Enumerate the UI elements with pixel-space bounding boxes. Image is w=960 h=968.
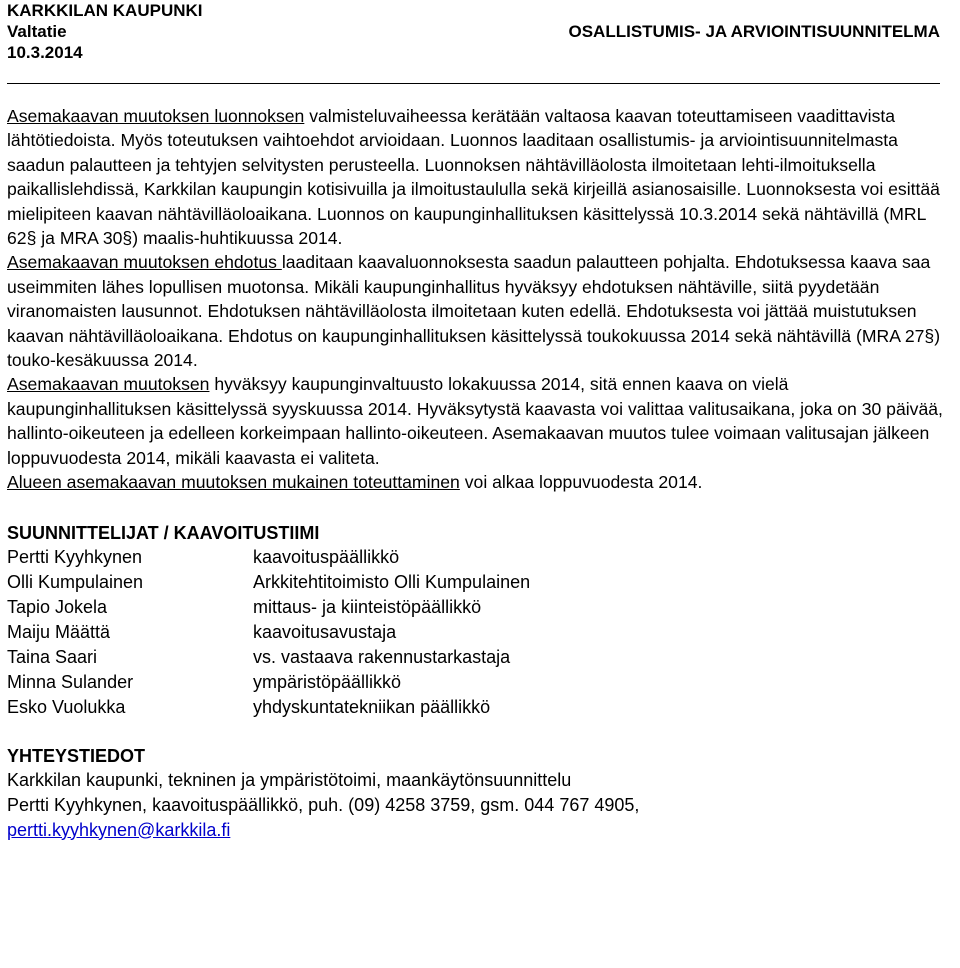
paragraph-draft: Asemakaavan muutoksen luonnoksen valmisteluvaiheessa kerätään valtaosa kaavan toteuttamiseen vaadittavista lähtötiedoista. Myös toteutuksen vaihtoehdot arvioidaan. Luonnos laaditaan osallistumis- ja arviointisuunnitelmasta saadun palautteen ja tehtyjen selvitysten perusteella. Luonnoksen nähtävilläolosta ilmoitetaan lehti-ilmoituksella paikallislehdissä, Karkkilan kaupungin kotisivuilla ja ilmoitustaululla sekä kirjeillä asianosaisille. Luonnoksesta voi esittää mielipiteen kaavan nähtävilläoloaikana. Luonnos on kaupunginhallituksen käsittelyssä 10.3.2014 sekä nähtävillä (MRL 62§ ja MRA 30§) maalis-huhtikuussa 2014. (7, 106, 940, 249)
document-title: OSALLISTUMIS- JA ARVIOINTISUUNNITELMA (568, 22, 940, 41)
implementation-term: Alueen asemakaavan muutoksen mukainen toteuttaminen (7, 472, 460, 493)
list-item: Maiju Määttä kaavoitusavustaja (7, 621, 397, 642)
list-item: Pertti Kyyhkynen kaavoituspäällikkö (7, 546, 400, 567)
approval-term: Asemakaavan muutoksen (7, 374, 210, 395)
header-divider (7, 83, 940, 84)
department: Valtatie (7, 22, 67, 41)
email-link[interactable]: pertti.kyyhkynen@karkkila.fi (7, 819, 231, 840)
process-description (7, 104, 953, 495)
list-item: Tapio Jokela mittaus- ja kiinteistöpäällikkö (7, 596, 482, 617)
list-item: Taina Saari vs. vastaava rakennustarkastaja (7, 646, 511, 667)
paragraph-implementation: Alueen asemakaavan muutoksen mukainen toteuttaminen voi alkaa loppuvuodesta 2014. (7, 472, 703, 493)
paragraph-proposal: Asemakaavan muutoksen ehdotus laaditaan kaavaluonnoksesta saadun palautteen pohjalta. Ehdotuksessa kaava saa useimmiten lähes lopullisen muotonsa. Mikäli kaupunginhallitus hyväksyy ehdotuksen nähtäville, siitä pyydetään viranomaisten lausunnot. Ehdotuksen nähtävilläolosta ilmoitetaan kuten edellä. Ehdotuksesta voi jättää muistutuksen kaavan nähtävilläoloaikana. Ehdotus on kaupunginhallituksen käsittelyssä toukokuussa 2014 sekä nähtävillä (MRA 27§) touko-kesäkuussa 2014. (7, 252, 941, 371)
planners-title: SUUNNITTELIJAT / KAAVOITUSTIIMI (7, 522, 320, 543)
planners-list (7, 545, 953, 720)
draft-term: Asemakaavan muutoksen luonnoksen (7, 106, 305, 126)
contact-line-org: Karkkilan kaupunki, tekninen ja ympäristötoimi, maankäytönsuunnittelu (7, 769, 572, 790)
document-date: 10.3.2014 (7, 43, 83, 62)
document-header (7, 0, 953, 63)
contact-title: YHTEYSTIEDOT (7, 745, 146, 766)
contact-info (7, 768, 953, 843)
org-name: KARKKILAN KAUPUNKI (7, 1, 203, 20)
list-item: Minna Sulander ympäristöpäällikkö (7, 671, 402, 692)
list-item: Olli Kumpulainen Arkkitehtitoimisto Olli Kumpulainen (7, 571, 531, 592)
document-page (7, 0, 953, 843)
proposal-term: Asemakaavan muutoksen ehdotus (7, 252, 282, 273)
paragraph-approval: Asemakaavan muutoksen hyväksyy kaupunginvaltuusto lokakuussa 2014, sitä ennen kaava on vielä kaupunginhallituksen käsittelyssä syyskuussa 2014. Hyväksytystä kaavasta voi valittaa valitusaikana, joka on 30 päivää, hallinto-oikeuteen ja edelleen korkeimpaan hallinto-oikeuteen. Asemakaavan muutos tulee voimaan valitusajan jälkeen loppuvuodesta 2014, mikäli kaavasta ei valiteta. (7, 374, 943, 468)
list-item: Esko Vuolukka yhdyskuntatekniikan päällikkö (7, 696, 491, 717)
contact-line-person: Pertti Kyyhkynen, kaavoituspäällikkö, puh. (09) 4258 3759, gsm. 044 767 4905, (7, 794, 640, 815)
